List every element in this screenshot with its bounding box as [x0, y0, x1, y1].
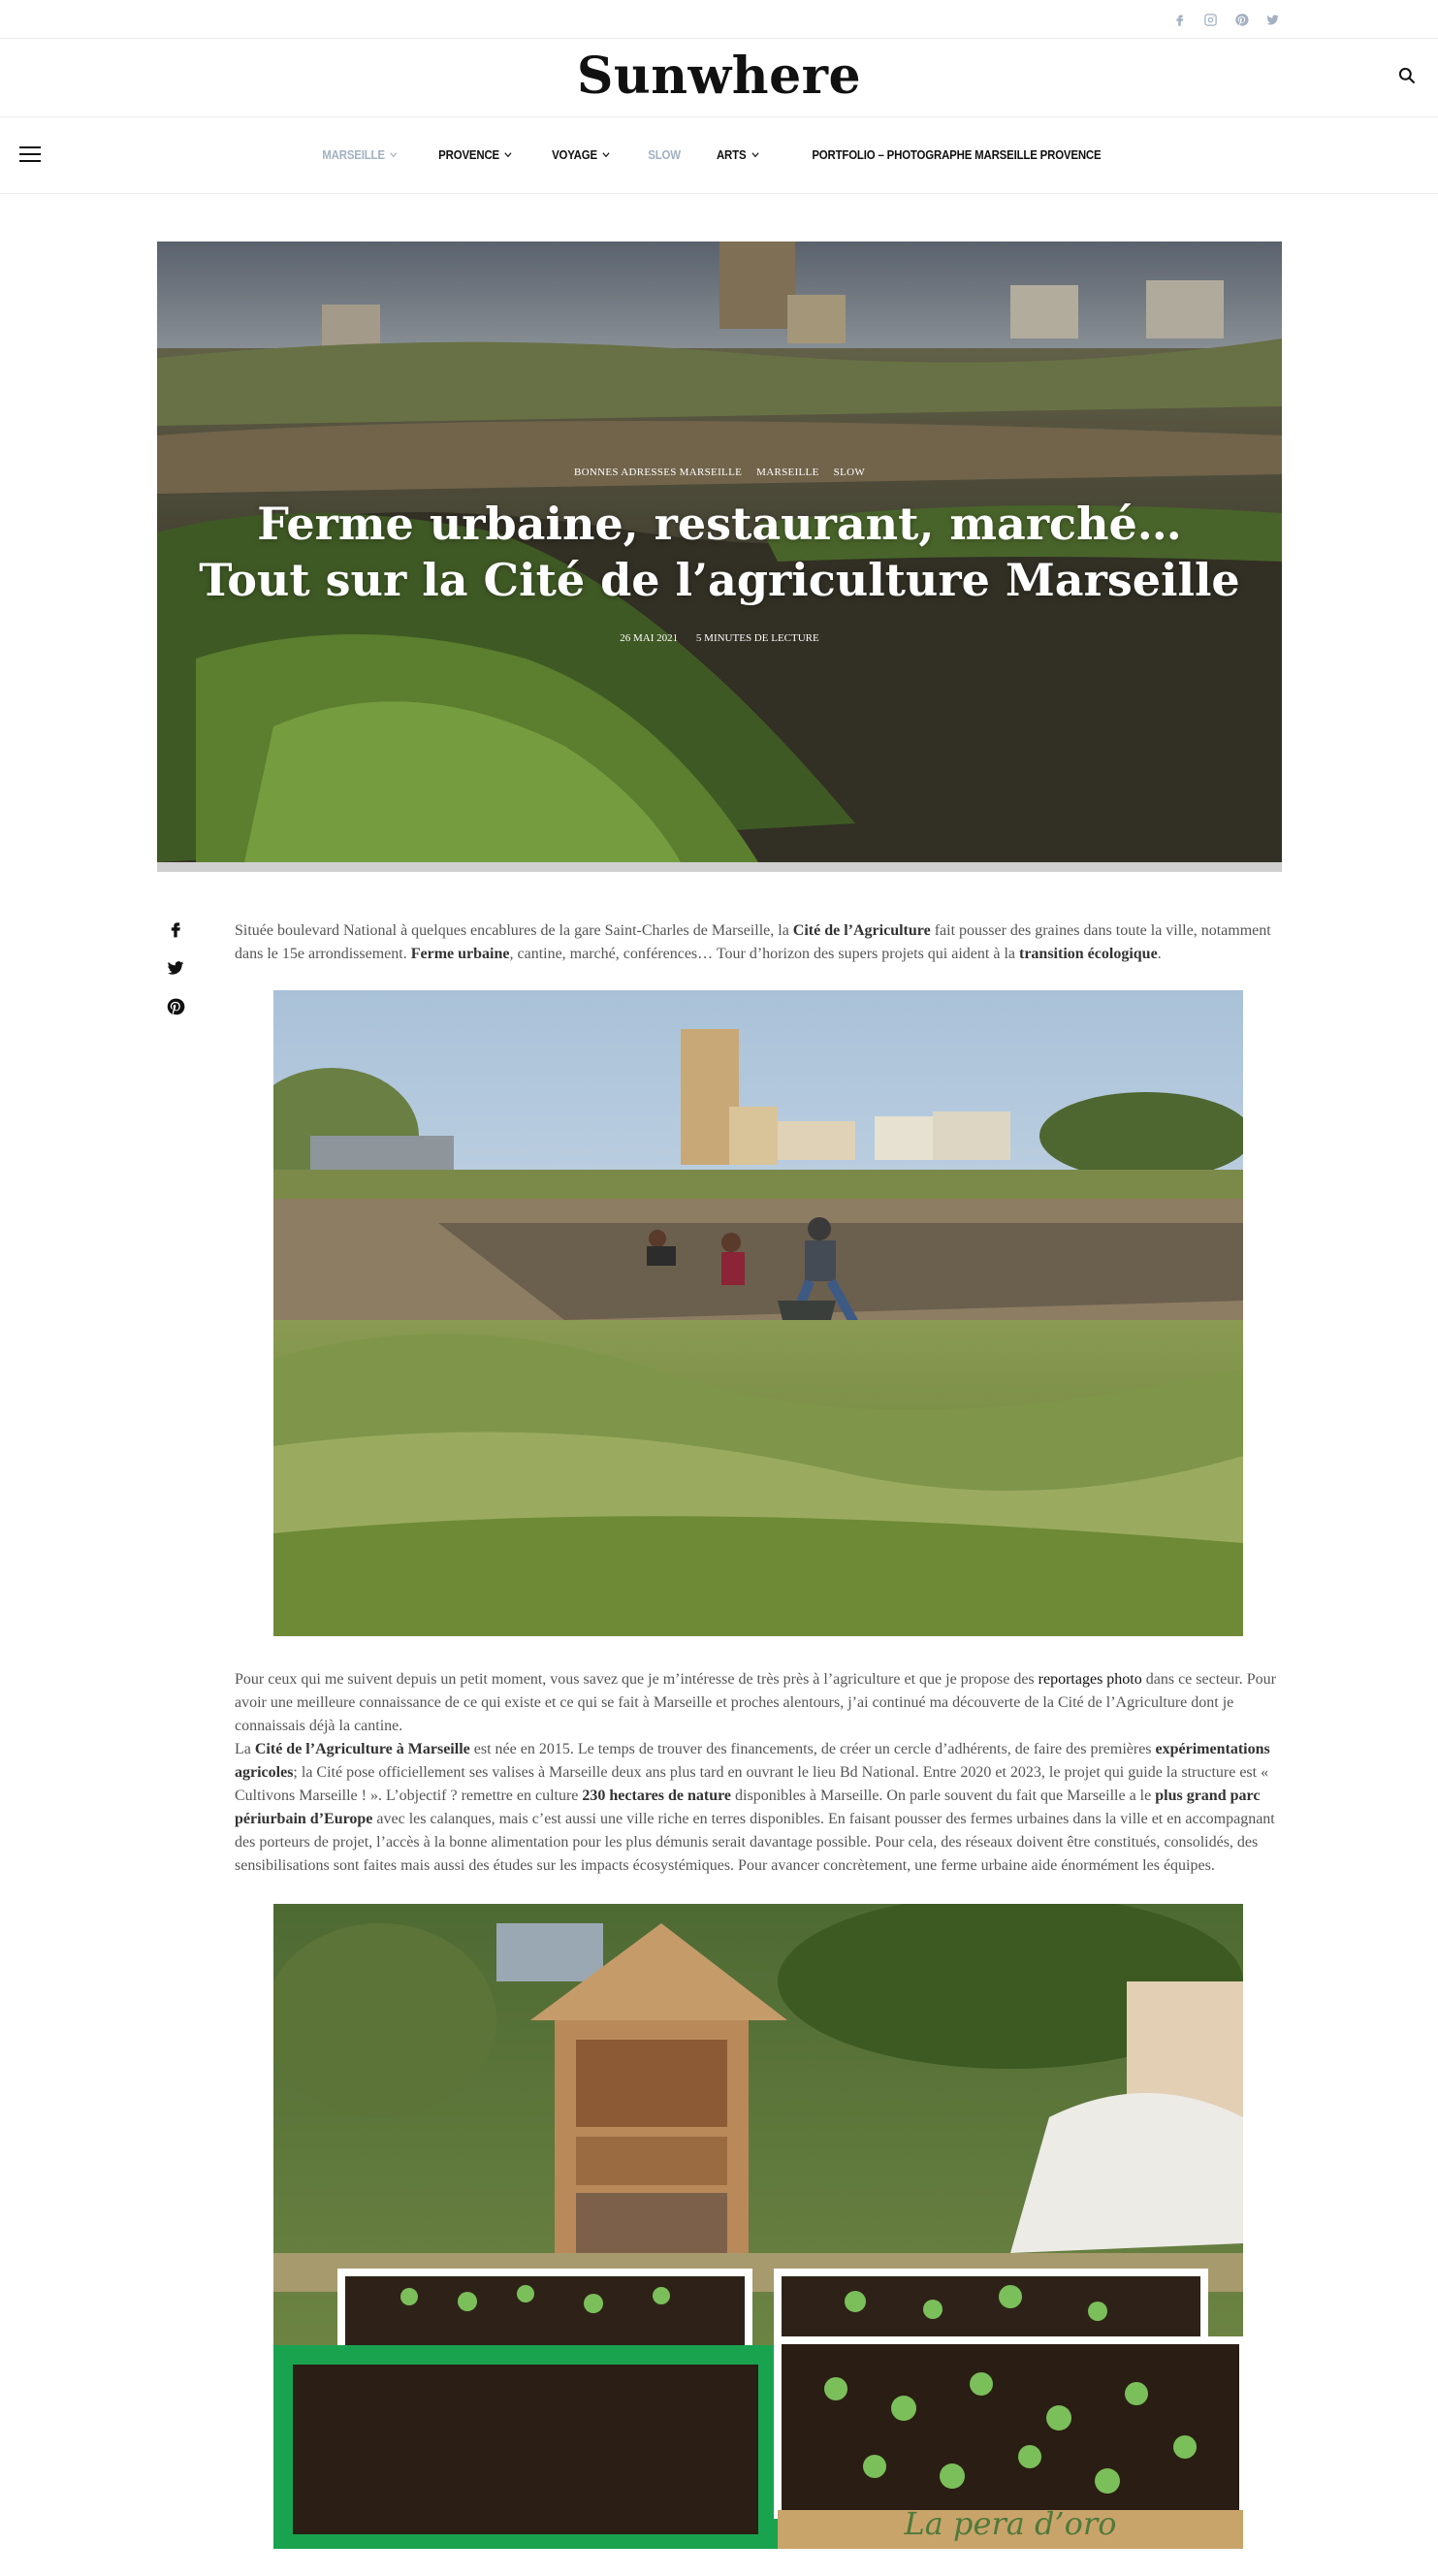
main-nav — [0, 118, 1438, 194]
search-icon — [1397, 66, 1417, 85]
text-segment: disponibles à Marseille. On parle souvent du fait que Marseille a le — [731, 1787, 1156, 1804]
article-intro — [235, 919, 1282, 966]
search-button[interactable] — [1397, 66, 1421, 89]
reading-time: 5 MINUTES DE LECTURE — [695, 632, 819, 644]
category-link[interactable]: MARSEILLE — [756, 467, 819, 478]
text-segment: , cantine, marché, conférences… Tour d’horizon des supers projets qui aident à la — [509, 946, 1019, 962]
share-facebook-button[interactable] — [165, 919, 186, 941]
nav-menu — [0, 147, 1438, 162]
category-link[interactable]: BONNES ADRESSES MARSEILLE — [573, 467, 743, 478]
article-title: Ferme urbaine, restaurant, marché… Tout sur la Cité de l’agriculture Marseille — [199, 498, 1240, 606]
instagram-icon[interactable] — [1199, 9, 1221, 30]
text-segment: . — [1157, 946, 1162, 962]
category-link[interactable]: SLOW — [833, 467, 866, 478]
text-segment: fait pousser des graines dans toute la ville, notamment dans le 15e arrondissement. — [235, 922, 1271, 962]
article-photo-farm — [273, 990, 1243, 1636]
facebook-icon[interactable] — [1168, 9, 1190, 30]
share-pinterest-button[interactable] — [165, 997, 186, 1018]
nav-label: MARSEILLE — [322, 147, 385, 162]
chevron-down-icon — [751, 150, 759, 159]
nav-label: VOYAGE — [552, 147, 598, 162]
article-paragraph-3 — [235, 1738, 1282, 1878]
nav-label: SLOW — [647, 147, 681, 162]
site-logo[interactable]: Sunwhere — [576, 47, 862, 106]
nav-item-marseille[interactable] — [322, 147, 398, 162]
site-header — [0, 39, 1438, 117]
bold-text: Cité de l’Agriculture — [792, 922, 931, 939]
text-segment: est née en 2015. Le temps de trouver des financements, de créer un cercle d’adhérents, de faire des premières — [469, 1741, 1156, 1757]
bold-text: Cité de l’Agriculture à Marseille — [254, 1741, 470, 1757]
text-segment: avec les calanques, mais c’est aussi une ville riche en terres disponibles. En faisant pousser des fermes urbaines dans la ville et en accompagnant des porteurs de projet, l’accès à la bonne alimentation pour les plus démunis serait davantage possible. Pour cela, des réseaux doivent être constitués, consolidés, des sensibilisations sont faites mais aussi des études sur les impacts écosystémiques. Pour avancer concrètement, une ferme urbaine aide énormément les équipes. — [235, 1811, 1275, 1874]
nav-label: PROVENCE — [438, 147, 500, 162]
text-segment: dans ce secteur. Pour avoir une meilleure connaissance de ce qui existe et ce qui se fait à Marseille et proches alentours, j’ai continué ma découverte de la Cité de l’Agriculture dont je connaissais déjà la cantine. — [235, 1671, 1276, 1734]
nav-item-portfolio[interactable] — [813, 147, 1102, 162]
bold-text: expérimentations agricoles — [235, 1741, 1270, 1781]
publish-date: 26 MAI 2021 — [620, 632, 679, 644]
nav-item-arts[interactable] — [717, 147, 759, 162]
chevron-down-icon — [504, 150, 512, 159]
hero-categories — [157, 467, 1282, 478]
text-segment: La — [235, 1741, 255, 1757]
nav-item-provence[interactable] — [438, 147, 512, 162]
pinterest-icon — [166, 997, 185, 1016]
inline-link[interactable]: reportages photo — [1038, 1671, 1142, 1688]
chevron-down-icon — [390, 150, 398, 159]
bold-text: plus grand parc périurbain d’Europe — [235, 1787, 1261, 1827]
article-photo-seedlings — [273, 1904, 1243, 2549]
article-meta — [157, 632, 1282, 644]
chevron-down-icon — [603, 150, 611, 159]
text-segment: Située boulevard National à quelques encablures de la gare Saint-Charles de Marseille, la — [235, 922, 793, 939]
share-bar — [165, 919, 186, 1018]
hero-banner — [157, 242, 1282, 872]
social-links — [1168, 9, 1283, 30]
facebook-icon — [166, 919, 185, 939]
bold-text: 230 hectares de nature — [582, 1787, 732, 1804]
nav-label: ARTS — [716, 147, 747, 162]
text-segment: Pour ceux qui me suivent depuis un petit moment, vous savez que je m’intéresse de très près à l’agriculture et que je propose des — [235, 1671, 1039, 1688]
top-bar — [0, 0, 1438, 39]
crate-label: La pera d’oro — [904, 2505, 1117, 2542]
bold-text: Ferme urbaine — [410, 946, 510, 962]
article-paragraph-2 — [235, 1668, 1282, 1738]
pinterest-icon[interactable] — [1230, 9, 1252, 30]
nav-item-voyage[interactable] — [553, 147, 611, 162]
share-twitter-button[interactable] — [165, 958, 186, 980]
twitter-icon[interactable] — [1262, 9, 1283, 30]
text-segment: ; la Cité pose officiellement ses valises à Marseille deux ans plus tard en ouvrant le lieu Bd National. Entre 2020 et 2023, le projet qui guide la structure est « Cultivons Marseille ! ». L’objectif ? remettre en culture — [235, 1764, 1269, 1804]
nav-item-slow[interactable] — [648, 147, 681, 162]
twitter-icon — [166, 958, 185, 978]
nav-label: PORTFOLIO – PHOTOGRAPHE MARSEILLE PROVENCE — [812, 147, 1102, 162]
bold-text: transition écologique — [1019, 946, 1158, 962]
